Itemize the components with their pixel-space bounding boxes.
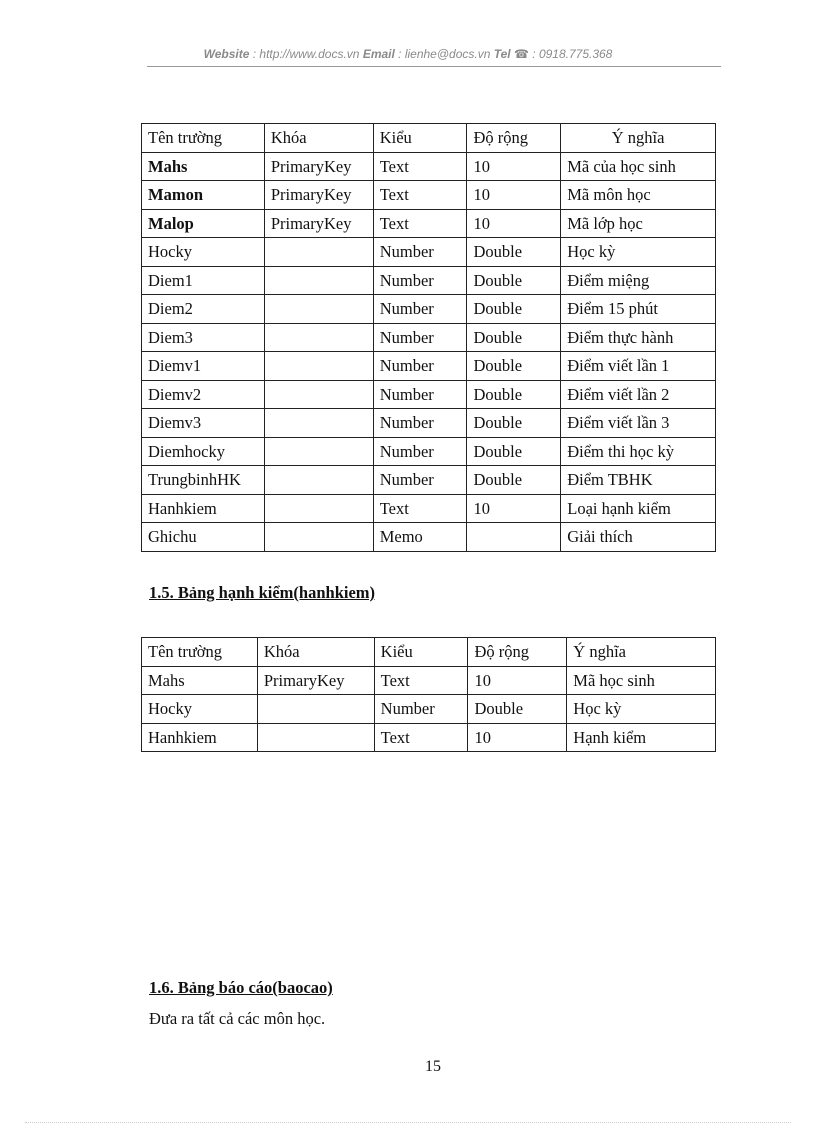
table-cell: Ghichu xyxy=(142,523,265,552)
table-cell xyxy=(264,266,373,295)
table-row xyxy=(142,209,716,238)
table-cell: Number xyxy=(373,238,467,267)
table-row xyxy=(142,352,716,381)
table-cell: Double xyxy=(467,437,561,466)
table-cell: Điểm TBHK xyxy=(561,466,716,495)
table-cell xyxy=(264,352,373,381)
hocsinh-score-table xyxy=(141,123,716,552)
table-cell: Diem1 xyxy=(142,266,265,295)
table-row xyxy=(142,152,716,181)
table-cell: Number xyxy=(373,323,467,352)
table-cell: Mamon xyxy=(142,181,265,210)
table-cell: Number xyxy=(373,380,467,409)
table-cell: Diem2 xyxy=(142,295,265,324)
table-cell: Text xyxy=(373,152,467,181)
email-label: Email xyxy=(362,47,395,61)
table-row xyxy=(142,666,716,695)
table-row xyxy=(142,409,716,438)
table-cell: Double xyxy=(467,323,561,352)
table-row xyxy=(142,494,716,523)
table-cell: Điểm thi học kỳ xyxy=(561,437,716,466)
column-header: Tên trường xyxy=(142,638,258,667)
table-cell xyxy=(264,466,373,495)
table-cell xyxy=(264,523,373,552)
table-row xyxy=(142,695,716,724)
table-cell: TrungbinhHK xyxy=(142,466,265,495)
table-cell: 10 xyxy=(468,666,567,695)
table-row xyxy=(142,181,716,210)
table-cell: Mahs xyxy=(142,666,258,695)
table-cell: Học kỳ xyxy=(561,238,716,267)
table-cell: Giải thích xyxy=(561,523,716,552)
table-cell: PrimaryKey xyxy=(264,181,373,210)
column-header: Kiểu xyxy=(373,124,467,153)
table-cell: Điểm viết lần 1 xyxy=(561,352,716,381)
table-row xyxy=(142,723,716,752)
hanhkiem-table xyxy=(141,637,716,752)
table-header-row xyxy=(142,638,716,667)
table-cell: Number xyxy=(373,437,467,466)
table-cell xyxy=(264,437,373,466)
table-cell xyxy=(264,494,373,523)
website-value: : http://www.docs.vn xyxy=(249,47,363,61)
table-cell: Mã môn học xyxy=(561,181,716,210)
table-cell: PrimaryKey xyxy=(257,666,374,695)
column-header: Tên trường xyxy=(142,124,265,153)
table-cell: Number xyxy=(374,695,468,724)
table-cell: Điểm viết lần 2 xyxy=(561,380,716,409)
table-cell: Number xyxy=(373,409,467,438)
table-cell: Hanhkiem xyxy=(142,723,258,752)
table-cell: Diem3 xyxy=(142,323,265,352)
table-cell: Mã học sinh xyxy=(567,666,716,695)
table-header-row xyxy=(142,124,716,153)
column-header: Độ rộng xyxy=(468,638,567,667)
table-cell: 10 xyxy=(467,181,561,210)
table-cell: Học kỳ xyxy=(567,695,716,724)
table-cell: Text xyxy=(373,181,467,210)
table-cell: Diemv3 xyxy=(142,409,265,438)
table-cell: Double xyxy=(467,238,561,267)
table-cell: Double xyxy=(467,466,561,495)
table-row xyxy=(142,238,716,267)
email-value: : lienhe@docs.vn xyxy=(394,47,494,61)
table-cell xyxy=(264,380,373,409)
table-cell: Hocky xyxy=(142,695,258,724)
table-cell xyxy=(257,695,374,724)
table-cell: Hocky xyxy=(142,238,265,267)
table-cell: Diemhocky xyxy=(142,437,265,466)
table-row xyxy=(142,437,716,466)
table-cell: 10 xyxy=(467,152,561,181)
column-header: Khóa xyxy=(257,638,374,667)
section-heading-baocao: 1.6. Bảng báo cáo(baocao) xyxy=(149,978,333,997)
table-row xyxy=(142,266,716,295)
table-cell: PrimaryKey xyxy=(264,209,373,238)
table-cell xyxy=(264,409,373,438)
table-cell xyxy=(264,323,373,352)
table-cell xyxy=(264,295,373,324)
tel-label: Tel xyxy=(493,47,511,61)
table-cell: Điểm viết lần 3 xyxy=(561,409,716,438)
table-cell: Loại hạnh kiểm xyxy=(561,494,716,523)
table-cell: Hạnh kiểm xyxy=(567,723,716,752)
table-cell: Mahs xyxy=(142,152,265,181)
page-number: 15 xyxy=(425,1058,441,1075)
table-cell: Double xyxy=(467,295,561,324)
table-cell: Double xyxy=(468,695,567,724)
table-cell: Text xyxy=(374,666,468,695)
table-cell: Number xyxy=(373,352,467,381)
table-cell: Double xyxy=(467,409,561,438)
header-divider xyxy=(147,66,721,67)
website-label: Website xyxy=(203,47,250,61)
table-row xyxy=(142,523,716,552)
table-cell: Number xyxy=(373,266,467,295)
table-row xyxy=(142,466,716,495)
table-row xyxy=(142,380,716,409)
table-cell: Memo xyxy=(373,523,467,552)
section-heading-hanhkiem: 1.5. Bảng hạnh kiểm(hanhkiem) xyxy=(149,583,376,602)
table-row xyxy=(142,323,716,352)
table-cell: Text xyxy=(373,209,467,238)
table-cell: Điểm miệng xyxy=(561,266,716,295)
column-header: Khóa xyxy=(264,124,373,153)
table-cell: Điểm 15 phút xyxy=(561,295,716,324)
table-cell: Double xyxy=(467,266,561,295)
table-cell: 10 xyxy=(467,494,561,523)
section-paragraph: Đưa ra tất cả các môn học. xyxy=(149,1009,326,1028)
column-header: Ý nghĩa xyxy=(561,124,716,153)
tel-value: : 0918.775.368 xyxy=(528,47,613,61)
table-cell xyxy=(467,523,561,552)
column-header: Ý nghĩa xyxy=(567,638,716,667)
table-cell: Text xyxy=(373,494,467,523)
table-cell: Text xyxy=(374,723,468,752)
table-row xyxy=(142,295,716,324)
table-cell: Double xyxy=(467,380,561,409)
table-cell: Hanhkiem xyxy=(142,494,265,523)
table-cell xyxy=(257,723,374,752)
table-cell: Diemv1 xyxy=(142,352,265,381)
column-header: Kiểu xyxy=(374,638,468,667)
table-cell: Malop xyxy=(142,209,265,238)
table-cell: Mã lớp học xyxy=(561,209,716,238)
table-cell: Number xyxy=(373,466,467,495)
table-cell: Điểm thực hành xyxy=(561,323,716,352)
page-header xyxy=(0,47,816,61)
table-cell xyxy=(264,238,373,267)
table-cell: Double xyxy=(467,352,561,381)
table-cell: Mã của học sinh xyxy=(561,152,716,181)
table-cell: PrimaryKey xyxy=(264,152,373,181)
table-cell: Number xyxy=(373,295,467,324)
table-cell: 10 xyxy=(467,209,561,238)
phone-icon: ☎ xyxy=(513,47,529,61)
table-cell: Diemv2 xyxy=(142,380,265,409)
column-header: Độ rộng xyxy=(467,124,561,153)
table-cell: 10 xyxy=(468,723,567,752)
